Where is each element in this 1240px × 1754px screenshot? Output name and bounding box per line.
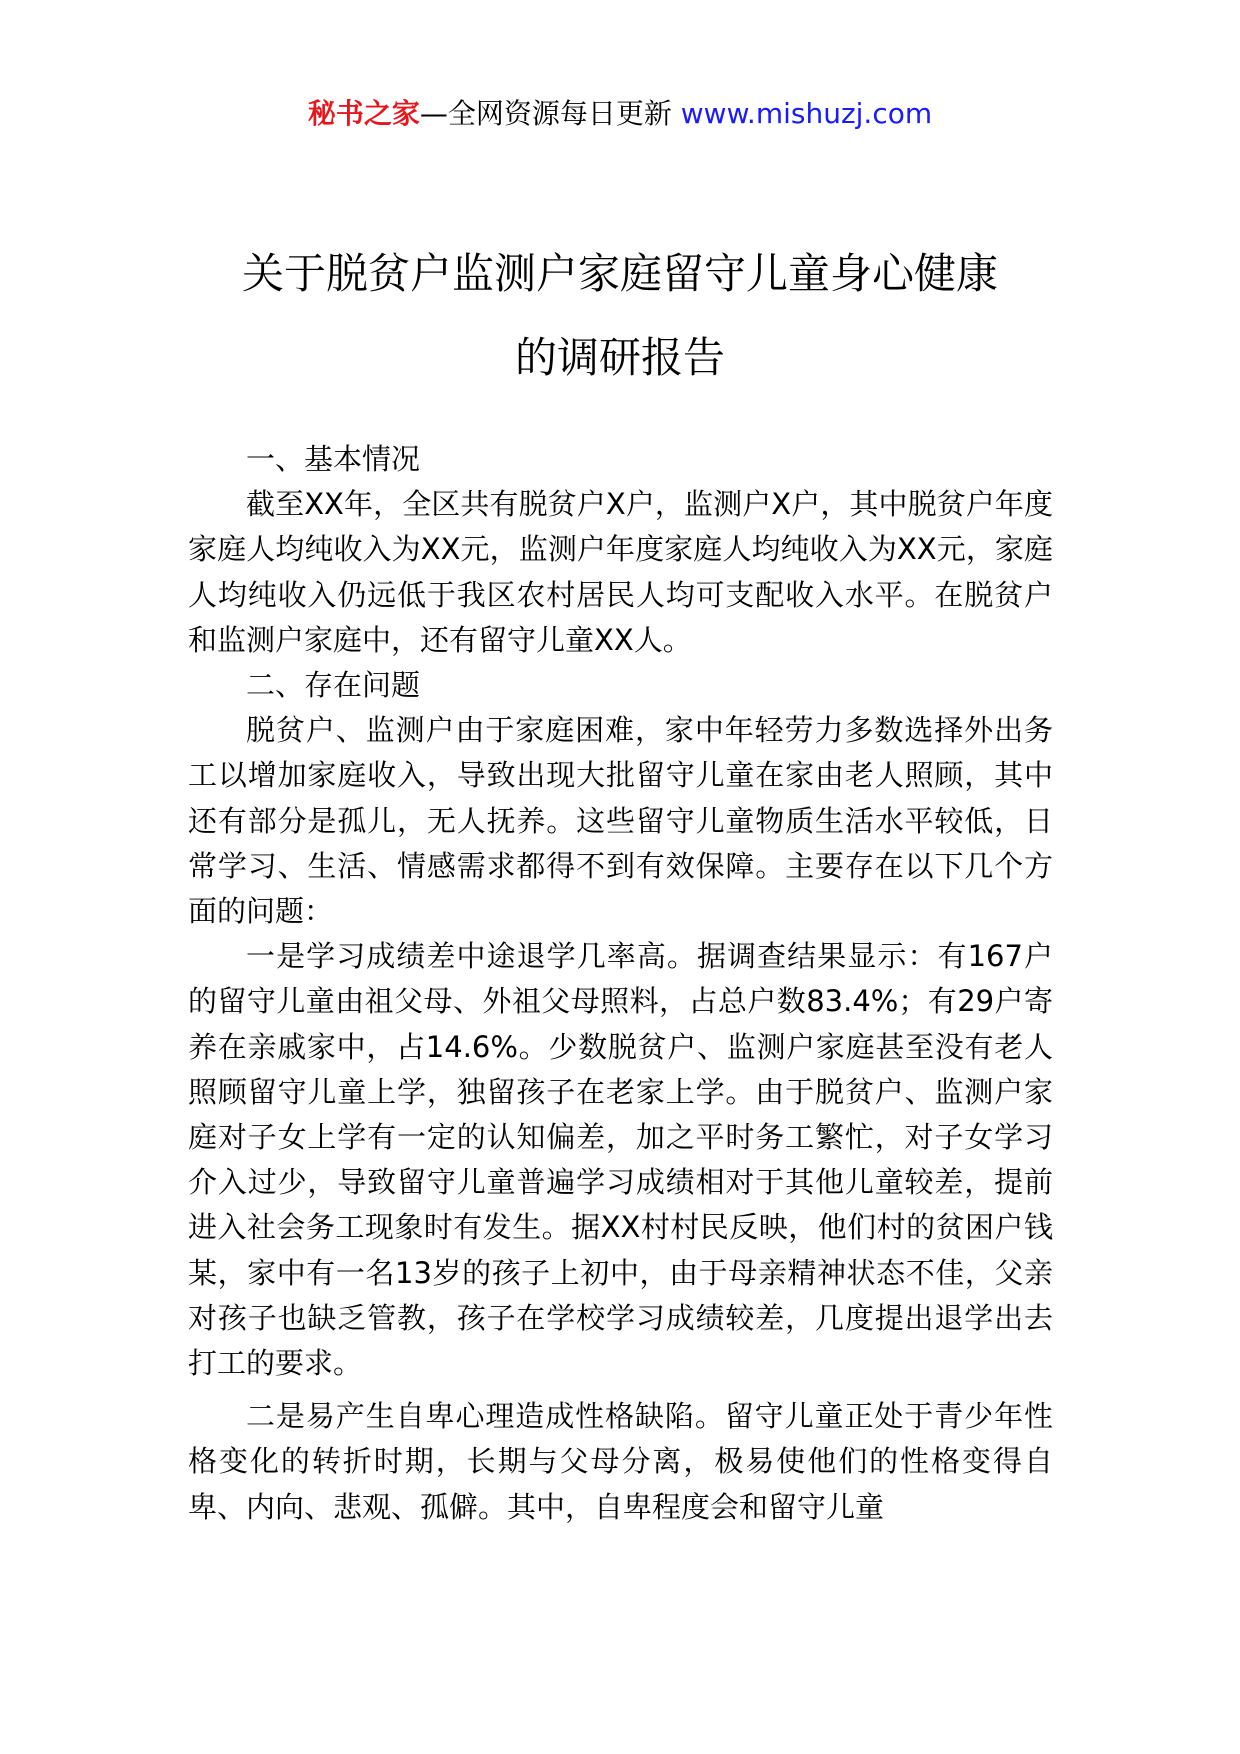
document-title <box>0 232 1240 400</box>
site-url-link[interactable]: www.mishuzj.com <box>680 97 933 130</box>
paragraph-problem-2: 二是易产生自卑心理造成性格缺陷。留守儿童正处于青少年性格变化的转折时期，长期与父母分离，极易使他们的性格变得自卑、内向、悲观、孤僻。其中，自卑程度会和留守儿童 <box>188 1399 1053 1524</box>
site-brand: 秘书之家 <box>307 97 420 130</box>
paragraph-problem-1: 一是学习成绩差中途退学几率高。据调查结果显示：有167户的留守儿童由祖父母、外祖父母照料，占总户数83.4%；有29户寄养在亲戚家中，占14.6%。少数脱贫户、监测户家庭甚至没有老人照顾留守儿童上学，独留孩子在老家上学。由于脱贫户、监测户家庭对子女上学有一定的认知偏差，加之平时务工繁忙，对子女学习介入过少，导致留守儿童普遍学习成绩相对于其他儿童较差，提前进入社会务工现象时有发生。据XX村村民反映，他们村的贫困户钱某，家中有一名13岁的孩子上初中，由于母亲精神状态不佳，父亲对孩子也缺乏管教，孩子在学校学习成绩较差，几度提出退学出去打工的要求。 <box>188 939 1053 1381</box>
paragraph-basic-situation: 截至XX年，全区共有脱贫户X户，监测户X户，其中脱贫户年度家庭人均纯收入为XX元，监测户年度家庭人均纯收入为XX元，家庭人均纯收入仍远低于我区农村居民人均可支配收入水平。在脱贫户和监测户家庭中，还有留守儿童XX人。 <box>188 487 1053 657</box>
section-heading-basic: 一、基本情况 <box>246 442 421 476</box>
site-slogan: —全网资源每日更新 <box>419 97 681 130</box>
site-header <box>0 94 1240 134</box>
title-line-2: 的调研报告 <box>514 333 725 382</box>
paragraph-problems-intro: 脱贫户、监测户由于家庭困难，家中年轻劳力多数选择外出务工以增加家庭收入，导致出现大批留守儿童在家由老人照顾，其中还有部分是孤儿，无人抚养。这些留守儿童物质生活水平较低，日常学习、生活、情感需求都得不到有效保障。主要存在以下几个方面的问题： <box>188 713 1053 929</box>
title-line-1: 关于脱贫户监测户家庭留守儿童身心健康 <box>241 249 998 298</box>
document-body <box>188 437 1053 1530</box>
section-heading-problems: 二、存在问题 <box>246 668 421 703</box>
